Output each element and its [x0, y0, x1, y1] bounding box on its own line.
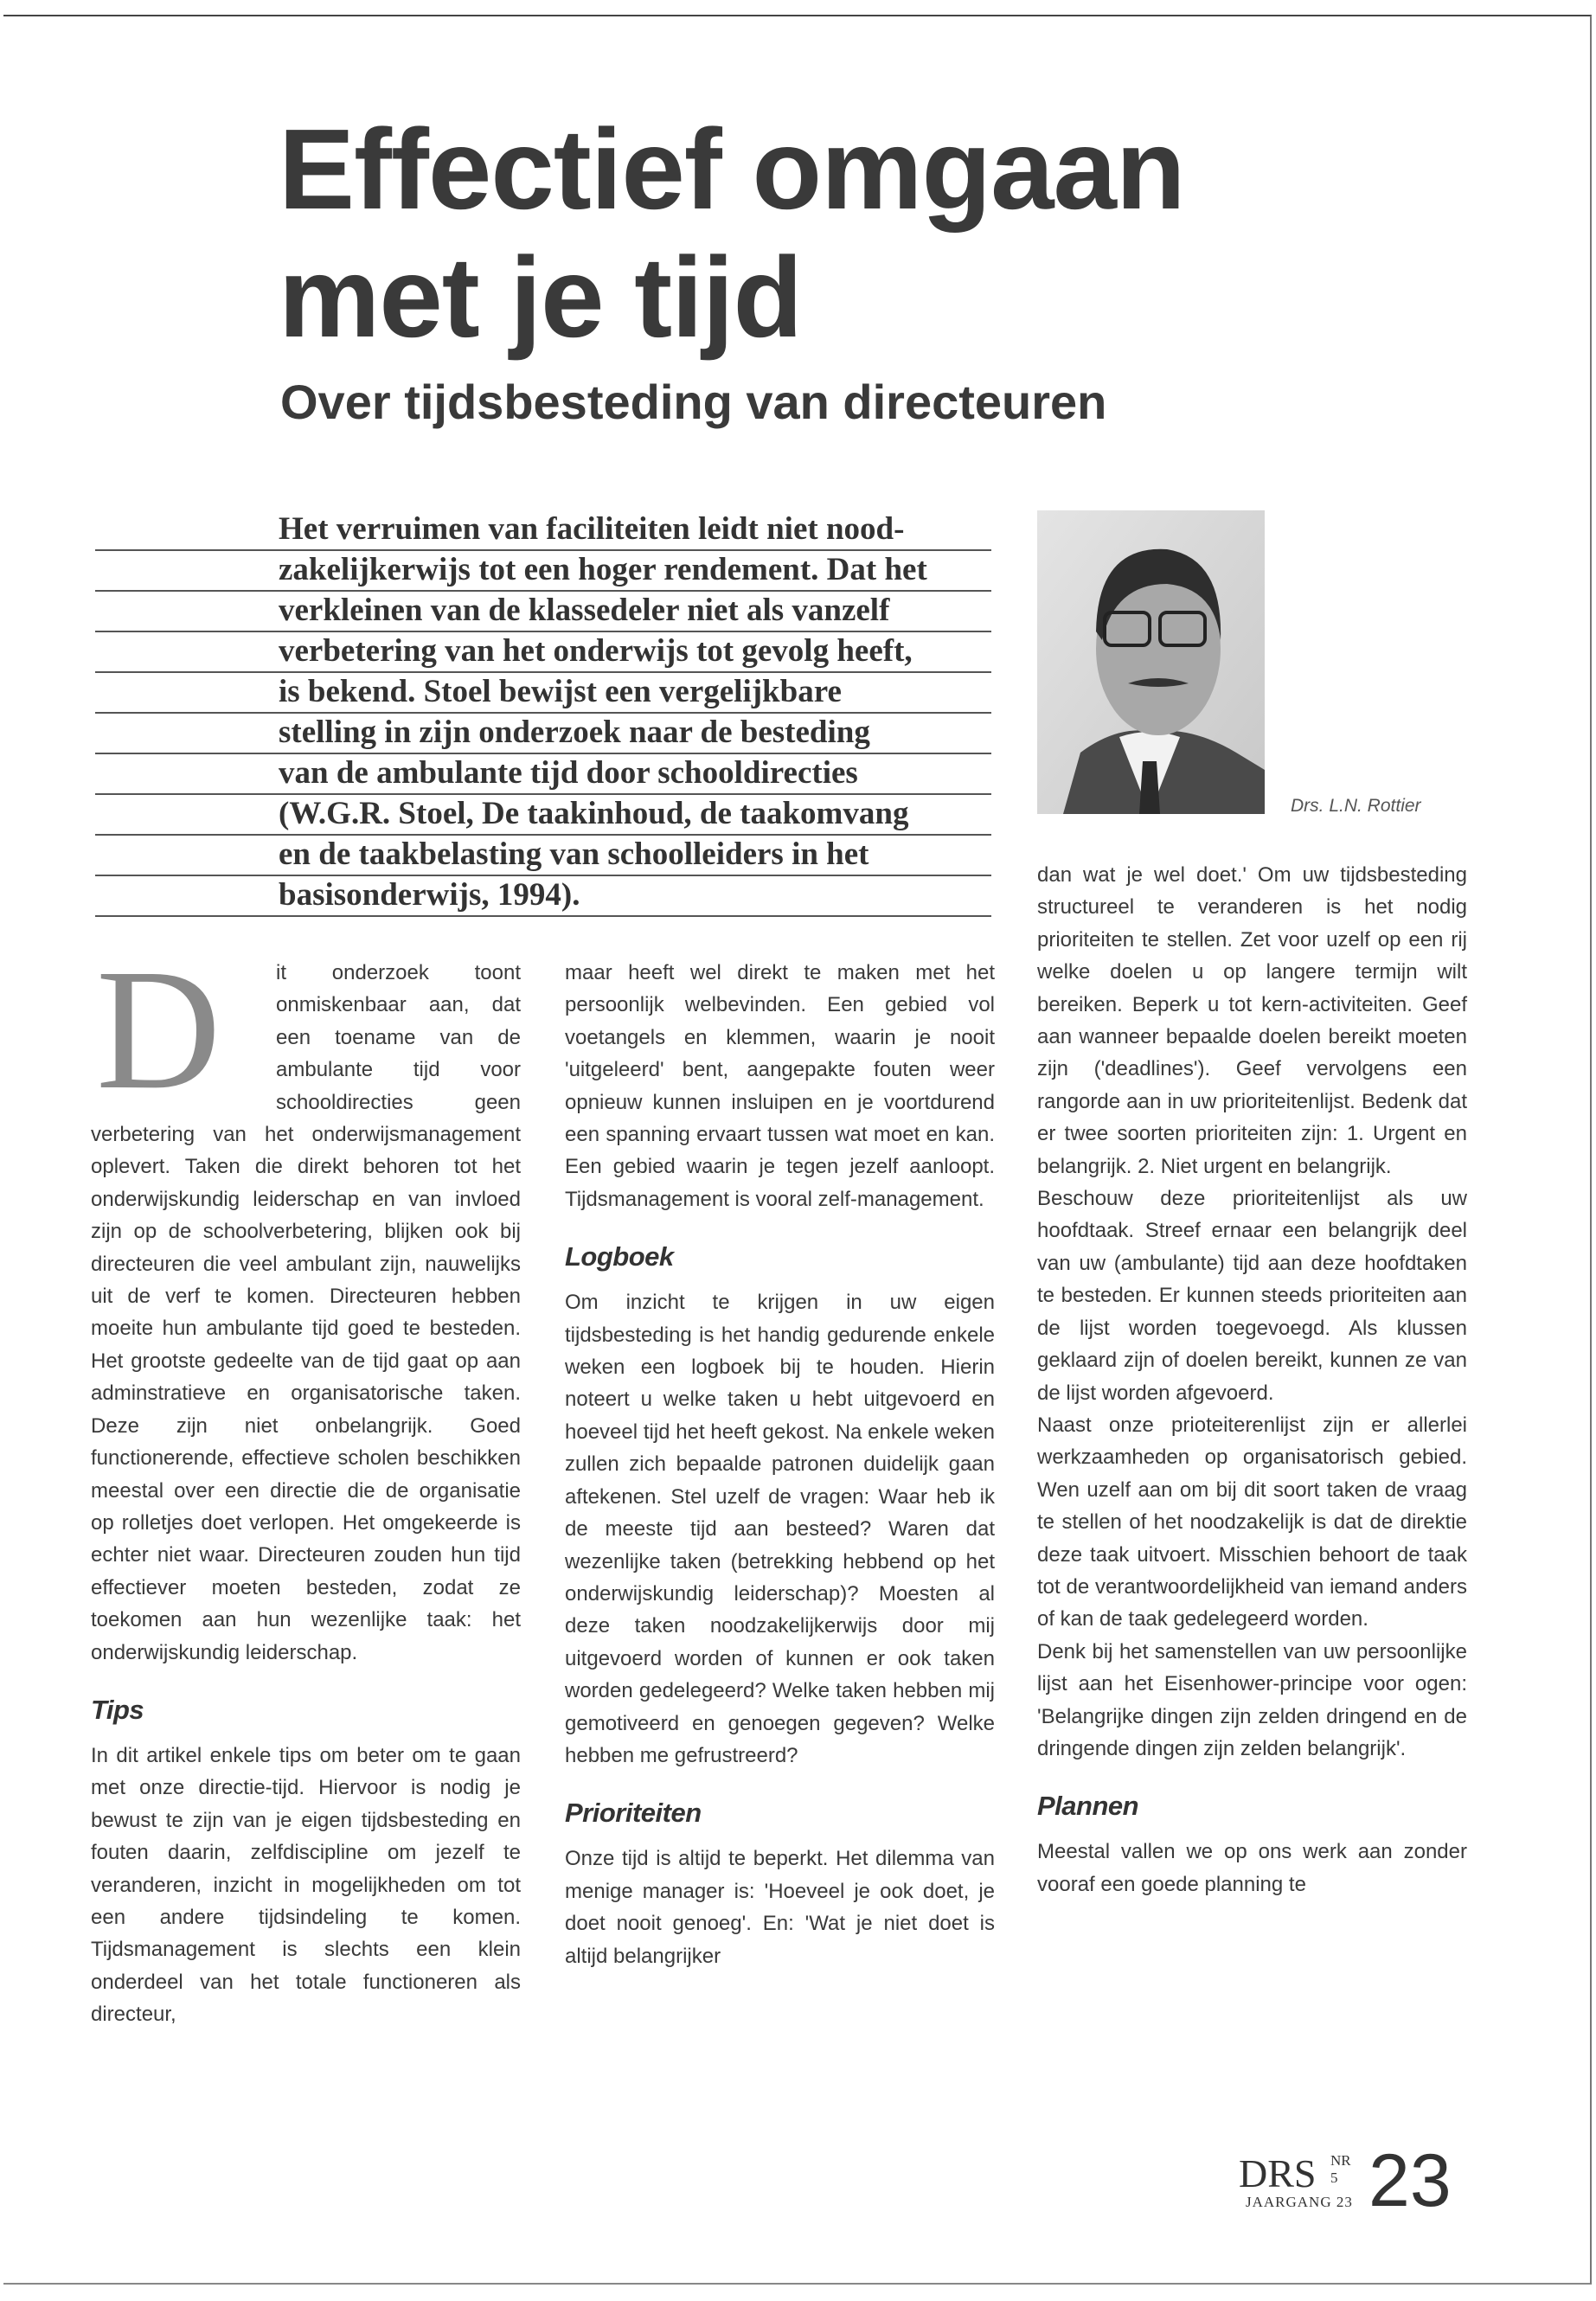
issue-number: NR 5 — [1330, 2152, 1351, 2186]
intro-line: Het verruimen van faciliteiten leidt niet nood- — [95, 510, 991, 551]
article-title — [279, 106, 1185, 362]
intro-lead — [95, 510, 991, 917]
paragraph: In dit artikel enkele tips om beter om te gaan met onze directie-tijd. Hiervoor is nodig je bewust te zijn van je eigen tijdsbesteding en fouten daarin, zelfdiscipline om jezelf te veranderen, inzicht in mogelijkheden om tot een andere tijdsindeling te komen. Tijdsmanagement is slechts een klein onderdeel van het totale functioneren als directeur, — [91, 1743, 521, 2027]
title-line-2: met je tijd — [279, 234, 803, 361]
intro-line: van de ambulante tijd door schooldirecties — [95, 754, 991, 795]
paragraph: Naast onze prioteiterenlijst zijn er allerlei werkzaamheden op organisatorisch gebied. Wen uzelf aan om bij dit soort taken de vraag te stellen of het noodzakelijk is dat de direktie deze taak uitvoert. Misschien behoort de taak tot de verantwoordelijkheid van iemand anders of kan de taak gedelegeerd worden. — [1037, 1413, 1467, 1631]
paragraph: Beschouw deze prioriteitenlijst als uw hoofdtaak. Streef ernaar een belangrijk deel van uw (ambulante) tijd aan deze hoofdtaken te besteden. Er kunnen steeds prioriteiten aan de lijst worden toegevoegd. Als klussen geklaard zijn of doelen bereikt, kunnen ze van de lijst worden afgevoerd. — [1037, 1187, 1467, 1405]
page-number: 23 — [1368, 2139, 1452, 2222]
photo-caption: Drs. L.N. Rottier — [1291, 796, 1421, 816]
paragraph — [91, 934, 521, 1669]
intro-line: zakelijkerwijs tot een hoger rendement. Dat het — [95, 551, 991, 592]
heading-logboek: Logboek — [565, 1241, 674, 1272]
intro-line: (W.G.R. Stoel, De taakinhoud, de taakomvang — [95, 795, 991, 836]
paragraph: maar heeft wel direkt te maken met het persoonlijk welbevinden. Een gebied vol voetangels en klemmen, waarin je nooit 'uitgeleerd' bent, aangepakte fouten weer opnieuw kunnen insluipen en je voortdurend een spanning ervaart tussen wat moet en kan. Een gebied waarin je tegen jezelf aanloopt. Tijdsmanagement is vooral zelf-management. — [565, 961, 995, 1211]
intro-line: is bekend. Stoel bewijst een vergelijkbare — [95, 673, 991, 714]
title-line-1: Effectief omgaan — [279, 106, 1185, 233]
volume: JAARGANG 23 — [1246, 2194, 1353, 2210]
intro-line: verbetering van het onderwijs tot gevolg heeft, — [95, 632, 991, 673]
column-1 — [91, 934, 521, 2031]
paragraph: Onze tijd is altijd te beperkt. Het dilemma van menige manager is: 'Hoeveel je ook doet, je doet nooit genoeg'. En: 'Wat je niet doet is altijd belangrijker — [565, 1847, 995, 1968]
author-photo — [1037, 510, 1265, 814]
paragraph: dan wat je wel doet.' Om uw tijdsbesteding structureel te veranderen is het nodig prioriteiten te stellen. Zet voor uzelf op een rij welke doelen u op langere termijn wilt bereiken. Beperk u tot kern-activiteiten. Geef aan wanneer bepaalde doelen bereikt moeten zijn ('deadlines'). Geef vervolgens een rangorde aan in uw prioriteitenlijst. Bedenk dat er twee soorten prioriteiten zijn: 1. Urgent en belangrijk. 2. Niet urgent en belangrijk. — [1037, 863, 1467, 1178]
paragraph: Meestal vallen we op ons werk aan zonder vooraf een goede planning te — [1037, 1840, 1467, 1896]
magazine-name: DRS — [1239, 2151, 1317, 2195]
column-3 — [1037, 859, 1467, 1900]
column-2 — [565, 957, 995, 1972]
drop-cap: D — [96, 934, 221, 1125]
intro-line: basisonderwijs, 1994). — [95, 876, 991, 917]
intro-line: stelling in zijn onderzoek naar de besteding — [95, 714, 991, 754]
paragraph: Om inzicht te krijgen in uw eigen tijdsbesteding is het handig gedurende enkele weken een logboek bij te houden. Hierin noteert u welke taken u hebt uitgevoerd en hoeveel tijd het heeft gekost. Na enkele weken zullen zich bepaalde patronen duidelijk gaan aftekenen. Stel uzelf de vragen: Waar heb ik de meeste tijd aan besteed? Waren dat wezenlijke taken (betrekking hebbend op het onderwijskundig leiderschap)? Moesten al deze taken noodzakelijkerwijs door mij uitgevoerd worden of kunnen er ook taken worden gedelegeerd? Welke taken hebben mij gemotiveerd en genoegen gegeven? Welke hebben me gefrustreerd? — [565, 1291, 995, 1767]
heading-plannen: Plannen — [1037, 1791, 1139, 1822]
paragraph-text: it onderzoek toont onmiskenbaar aan, dat een toename van de ambulante tijd voor schooldirecties geen verbetering van het onderwijsmanagement oplevert. Taken die direkt behoren tot het onderwijskundig leiderschap en van invloed zijn op de schoolverbetering, blijken ook bij directeuren die veel ambulant zijn, nauwelijks uit de verf te komen. Directeuren hebben moeite hun ambulante tijd goed te besteden. Het grootste gedeelte van de tijd gaat op aan adminstratieve en organisatorische taken. Deze zijn niet onbelangrijk. Goed functionerende, effectieve scholen beschikken meestal over een directie die de organisatie op rolletjes doet verlopen. Het omgekeerde is echter niet waar. Directeuren zouden hun tijd effectiever moeten besteden, zodat ze toekomen aan hun wezenlijke taak: het onderwijskundig leiderschap. — [91, 961, 521, 1664]
intro-line: verkleinen van de klassedeler niet als vanzelf — [95, 592, 991, 632]
heading-prioriteiten: Prioriteiten — [565, 1798, 702, 1829]
heading-tips: Tips — [91, 1694, 144, 1725]
intro-line: en de taakbelasting van schoolleiders in het — [95, 836, 991, 876]
paragraph: Denk bij het samenstellen van uw persoonlijke lijst aan het Eisenhower-principe voor ogen: 'Belangrijke dingen zijn zelden dringend en de dringende dingen zijn zelden belangrijk'. — [1037, 1639, 1467, 1760]
article-subtitle: Over tijdsbesteding van directeuren — [280, 375, 1107, 429]
